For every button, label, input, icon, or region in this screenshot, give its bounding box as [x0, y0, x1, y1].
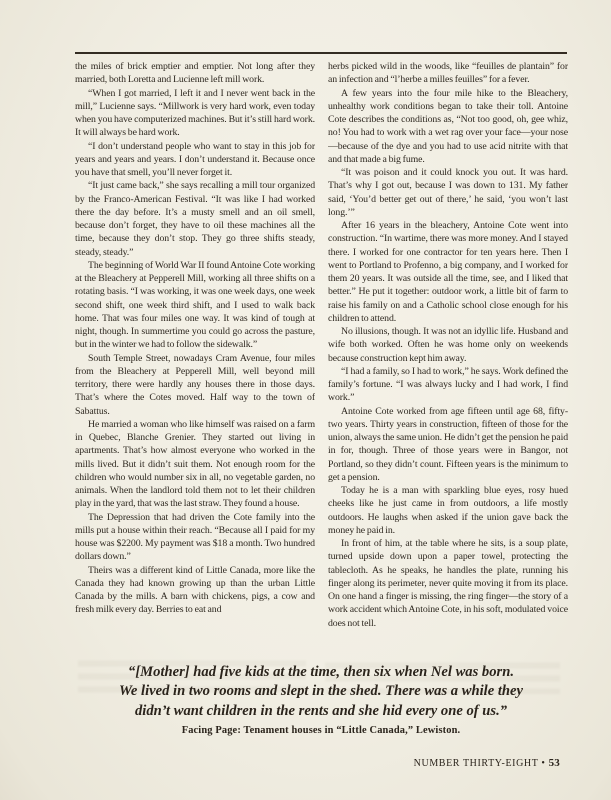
paragraph: No illusions, though. It was not an idyllic life. Husband and wife both worked. Often he was home only on weekends because construction kept him away. — [328, 326, 568, 364]
photo-caption: Facing Page: Tenament houses in “Little Canada,” Lewiston. — [181, 725, 461, 736]
header-rule — [75, 52, 567, 54]
article-body — [75, 60, 568, 654]
bullet-separator: • — [541, 758, 546, 769]
paragraph: The beginning of World War II found Antoine Cote working at the Bleachery at Pepperell Mill, working all three shifts on a rotating basis. “I was working, it was one week days, one week second shift, one week third shift, and I used to walk back home. That was four miles one way. It was kind of tough at night, though. In summertime you could go across the pasture, but in the winter we had to follow the sidewalk.” — [75, 259, 315, 351]
paragraph: “I had a family, so I had to work,” he says. Work defined the family’s fortune. “I was always lucky and I had work, I find work.” — [328, 365, 568, 404]
pull-quote-line: didn’t want children in the rents and she hid every one of us.” — [134, 702, 508, 719]
folio-line — [414, 757, 560, 769]
paragraph: herbs picked wild in the woods, like “feuilles de plantain” for an infection and “l’herbe a milles feuilles” for a fever. — [328, 61, 568, 86]
paragraph: the miles of brick emptier and emptier. Not long after they married, both Loretta and Lucienne left mill work. — [75, 61, 315, 86]
paragraph: “I don’t understand people who want to stay in this job for years and years and years. I don’t understand it. Because once you have that smell, you’ll never forget it. — [75, 140, 315, 178]
paragraph: A few years into the four mile hike to the Bleachery, unhealthy work conditions began to take their toll. Antoine Cote describes the conditions as, “Not too good, oh, gee whiz, no! You had to work with a wet rag over your face—your nose—because of the dye and you had to use acid nitrite with that and that made a big fume. — [328, 87, 568, 165]
paragraph: Theirs was a different kind of Little Canada, more like the Canada they had known growing up than the urban Little Canada by the mills. A barn with chickens, pigs, a cow and fresh milk every day. Berries to eat and — [75, 564, 315, 616]
paragraph: Today he is a man with sparkling blue eyes, rosy hued cheeks like he just came in from outdoors, a life mostly outdoors. He laughs when asked if the union gave back the money he paid in. — [328, 485, 568, 536]
paragraph: “When I got married, I left it and I never went back in the mill,” Lucienne says. “Millwork is very hard work, even today when you have computerized machines. But it’s still hard work. It will always be hard work. — [75, 87, 315, 139]
paragraph: South Temple Street, nowadays Cram Avenue, four miles from the Bleachery at Pepperell Mill, well beyond mill territory, there were hardly any houses there in those days. That’s where the Cotes moved. Half way to the town of Sabattus. — [75, 352, 315, 417]
paragraph: In front of him, at the table where he sits, is a soup plate, turned upside down upon a paper towel, protecting the tablecloth. As he speaks, he handles the plate, running his finger along its perimeter, never quite moving it from its place. On one hand a finger is missing, the ring finger—the story of a work accident which Antoine Cote, in his soft, modulated voice does not tell. — [328, 538, 568, 629]
pull-quote-line: “[Mother] had five kids at the time, then six when Nel was born. — [128, 664, 514, 680]
paragraph: After 16 years in the bleachery, Antoine Cote went into construction. “In wartime, there was more money. And I stayed there. I worked for one contractor for ten years here. Then I went to Portland to Profenno, a big company, and I worked for them 20 years. It was outside all the time, see, and I liked that better.” He put it together: outdoor work, a little bit of farm to raise his family on and a Catholic school close enough for his children to attend. — [328, 220, 568, 324]
pull-quote-line: We lived in two rooms and slept in the shed. There was a while they — [119, 683, 523, 700]
paragraph: Antoine Cote worked from age fifteen until age 68, fifty-two years. Thirty years in construction, fifteen of those for the union, always the same union. He didn’t get the pension he paid in for, though. Three of those years were in Bangor, not Portland, so they didn’t count. Fifteen years is the minimum to get a pension. — [328, 405, 568, 483]
pull-quote — [60, 663, 582, 721]
paragraph: He married a woman who like himself was raised on a farm in Quebec, Blanche Grenier. They started out living in apartments. That’s how almost everyone who worked in the mills lived. But it didn’t suit them. Not enough room for the children who would number six in all, no vegetable garden, no animals. When the landlord told them not to let their children play in the yard, that was the last straw. They found a house. — [75, 418, 315, 510]
page-number: 53 — [548, 757, 560, 769]
left-column — [75, 60, 315, 654]
paragraph: “It was poison and it could knock you out. It was hard. That’s why I got out, because I was down to 131. My father said, ‘You’d better get out of there,’ he said, ‘you won’t last long.’” — [328, 167, 568, 218]
paragraph: The Depression that had driven the Cote family into the mills put a house within their reach. “Because all I paid for my house was $2200. My payment was $18 a month. Two hundred dollars down.” — [75, 511, 315, 563]
journal-title: NUMBER THIRTY-EIGHT — [413, 758, 539, 769]
right-column — [328, 60, 568, 654]
paragraph: “It just came back,” she says recalling a mill tour organized by the Franco-American Festival. “It was like I had worked there the day before. It’s a musty smell and an oil smell, because don’t forget, they have to oil these machines all the time, because they don’t stop. They go three shifts steady, steady, steady.” — [75, 180, 315, 258]
